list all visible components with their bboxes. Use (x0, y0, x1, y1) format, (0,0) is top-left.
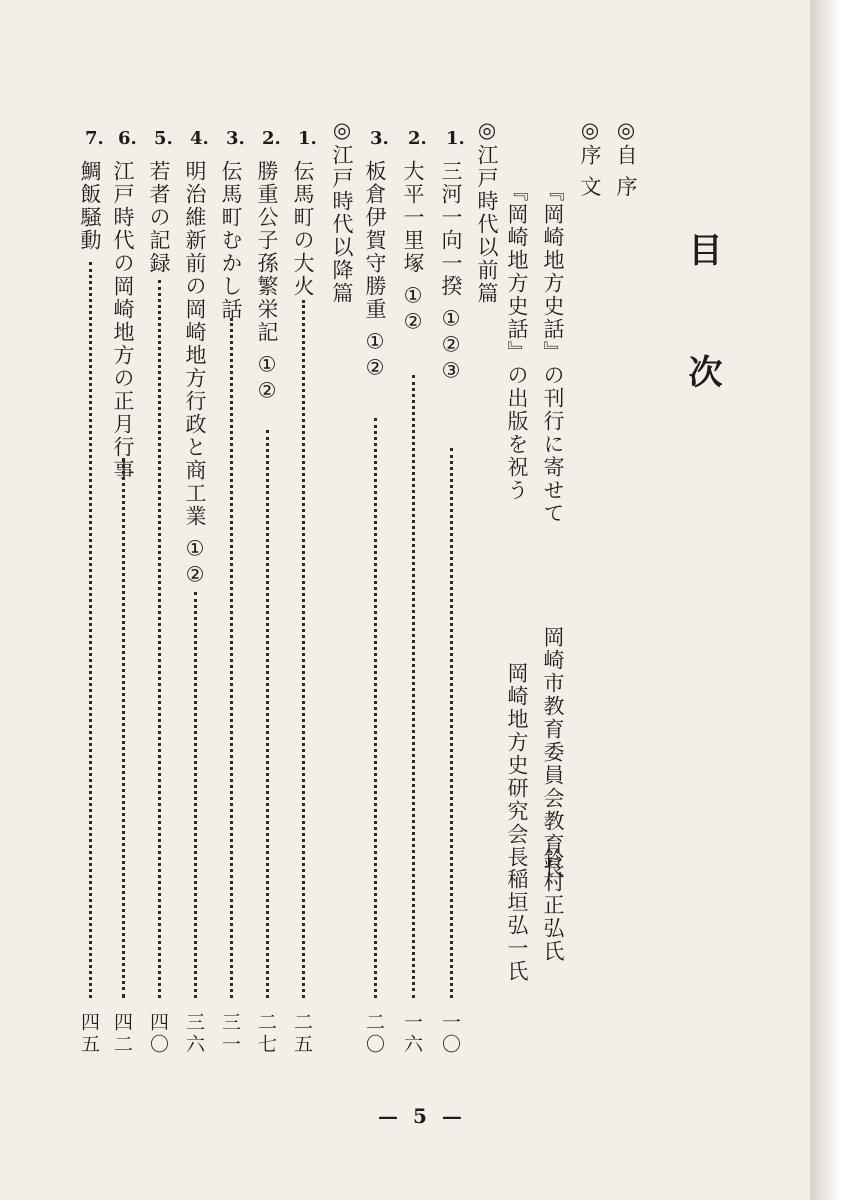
section-before-edo (476, 118, 497, 305)
entry-index: 5. (154, 128, 173, 149)
leader-dots (302, 300, 305, 998)
section-mark: ◎ (475, 118, 499, 144)
entry-index: 6. (118, 128, 137, 149)
leader-dots (194, 592, 197, 998)
entry-title: 大平一里塚 ①② (401, 160, 425, 336)
entry-page: 四二 (111, 1012, 133, 1056)
section-mark: ◎ (614, 118, 638, 144)
entry-title: 明治維新前の岡崎地方行政と商工業 ①② (183, 160, 207, 589)
entry-page: 四〇 (147, 1012, 169, 1056)
entry-index: 1. (446, 128, 465, 149)
entry-page: 三一 (219, 1012, 241, 1056)
leader-dots (230, 318, 233, 998)
entry-page: 二五 (291, 1012, 313, 1056)
page-edge (810, 0, 842, 1200)
entry-title: 伝馬町むかし話 (219, 160, 243, 321)
entry-title: 鯛飯騒動 (78, 160, 102, 252)
preface-title-2: 『岡崎地方史話』の出版を祝う (505, 180, 529, 502)
leader-dots (89, 262, 92, 998)
entry-page: 二七 (255, 1012, 277, 1056)
leader-dots (412, 375, 415, 998)
section-mark: ◎ (578, 118, 602, 144)
entry-page: 一六 (401, 1012, 423, 1056)
leader-dots (266, 430, 269, 998)
entry-title: 伝馬町の大火 (291, 160, 315, 298)
page-number: — 5 — (378, 1104, 466, 1128)
entry-page: 一〇 (439, 1012, 461, 1056)
entry-page: 三六 (183, 1012, 205, 1056)
entry-page: 四五 (78, 1012, 100, 1056)
entry-title: 勝重公子孫繁栄記 ①② (255, 160, 279, 405)
section-label: 江戸時代以前篇 (475, 144, 499, 305)
entry-index: 4. (190, 128, 209, 149)
preface-author-name-2: 稲垣弘一氏 (505, 868, 529, 983)
entry-title: 板倉伊賀守勝重 ①② (363, 160, 387, 382)
entry-title: 江戸時代の岡崎地方の正月行事 (111, 160, 135, 482)
entry-index: 3. (370, 128, 389, 149)
entry-page: 二〇 (363, 1012, 385, 1056)
section-preface (579, 118, 600, 199)
section-label: 序 文 (578, 144, 602, 199)
preface-author-name-1: 鈴村正弘氏 (541, 848, 565, 963)
entry-index: 1. (298, 128, 317, 149)
entry-index: 7. (85, 128, 104, 149)
section-label: 自 序 (614, 144, 638, 199)
entry-title: 若者の記録 (147, 160, 171, 275)
preface-title-1: 『岡崎地方史話』の刊行に寄せて (541, 180, 565, 525)
preface-author-role-1: 岡崎市教育委員会教育長 (541, 626, 565, 879)
entry-title: 三河一向一揆 ①②③ (439, 160, 463, 385)
preface-author-role-2: 岡崎地方史研究会長 (505, 662, 529, 869)
entry-index: 2. (262, 128, 281, 149)
section-label: 江戸時代以降篇 (330, 144, 354, 305)
section-preface-own (615, 118, 636, 199)
entry-index: 3. (226, 128, 245, 149)
section-mark: ◎ (330, 118, 354, 144)
entry-index: 2. (408, 128, 427, 149)
section-after-edo (331, 118, 352, 305)
page-title: 目次 (682, 232, 722, 476)
leader-dots (158, 280, 161, 998)
leader-dots (122, 458, 125, 998)
leader-dots (450, 448, 453, 998)
leader-dots (374, 418, 377, 998)
